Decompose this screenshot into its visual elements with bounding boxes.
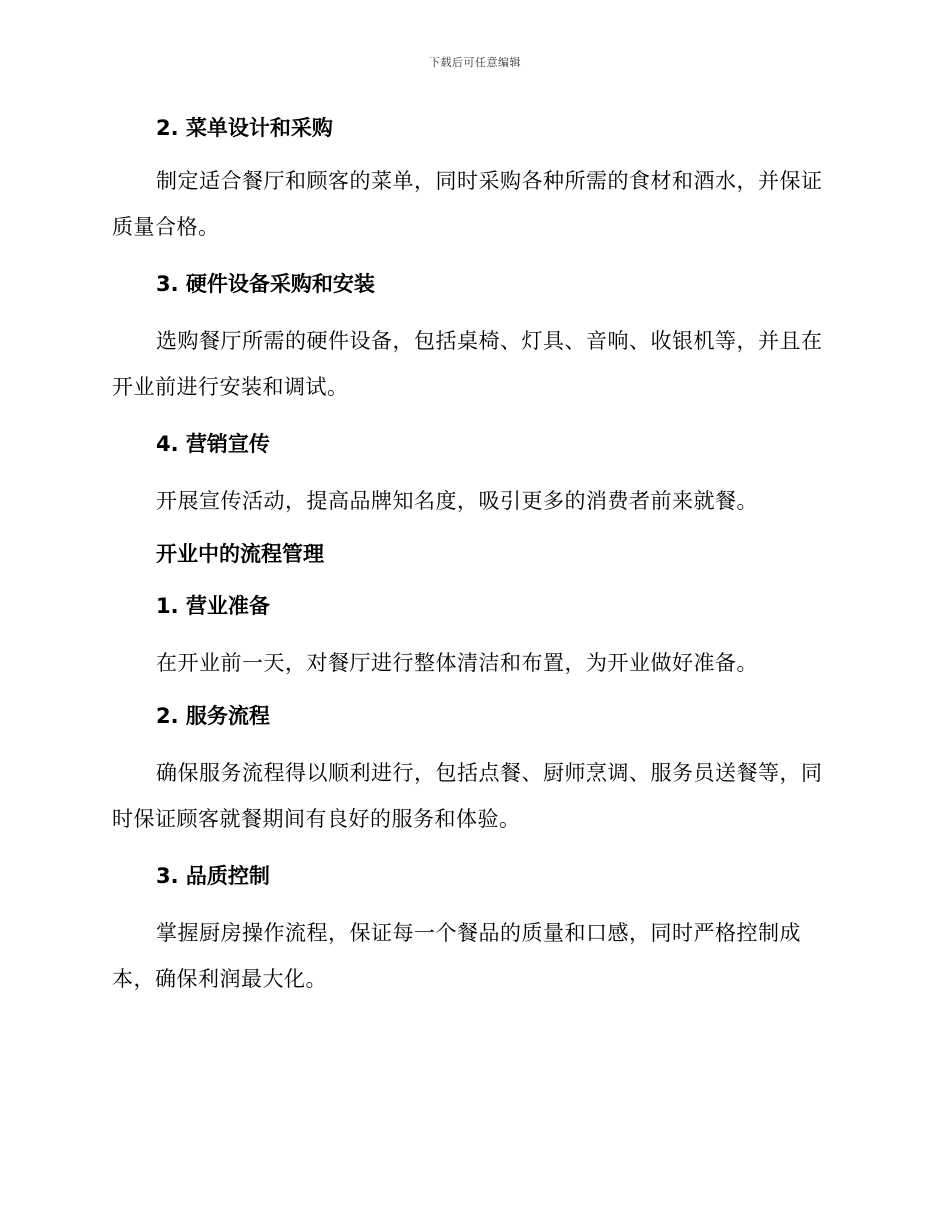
page-header-note: 下载后可任意编辑: [429, 56, 521, 69]
section-heading-marketing: 4. 营销宣传: [156, 432, 270, 456]
section-text-hardware: 选购餐厅所需的硬件设备，包括桌椅、灯具、音响、收银机等，并且在开业前进行安装和调试。: [112, 329, 823, 399]
section-heading-quality-control: 3. 品质控制: [156, 864, 270, 888]
section-heading-menu-design: 2. 菜单设计和采购: [156, 116, 333, 140]
section-text-quality-control: 掌握厨房操作流程，保证每一个餐品的质量和口感，同时严格控制成本，确保利润最大化。: [112, 921, 801, 991]
section-text-preparation: 在开业前一天，对餐厅进行整体清洁和布置，为开业做好准备。: [156, 651, 758, 675]
section-heading-hardware: 3. 硬件设备采购和安装: [156, 272, 375, 296]
section-heading-service-process: 2. 服务流程: [156, 704, 270, 728]
section-text-marketing: 开展宣传活动，提高品牌知名度，吸引更多的消费者前来就餐。: [156, 489, 758, 513]
section-heading-opening-process: 开业中的流程管理: [156, 542, 324, 566]
document-body: [112, 110, 832, 1002]
section-text-menu-design: 制定适合餐厅和顾客的菜单，同时采购各种所需的食材和酒水，并保证质量合格。: [112, 169, 823, 239]
section-heading-preparation: 1. 营业准备: [156, 594, 270, 618]
section-text-service-process: 确保服务流程得以顺利进行，包括点餐、厨师烹调、服务员送餐等，同时保证顾客就餐期间有良好的服务和体验。: [112, 761, 823, 831]
